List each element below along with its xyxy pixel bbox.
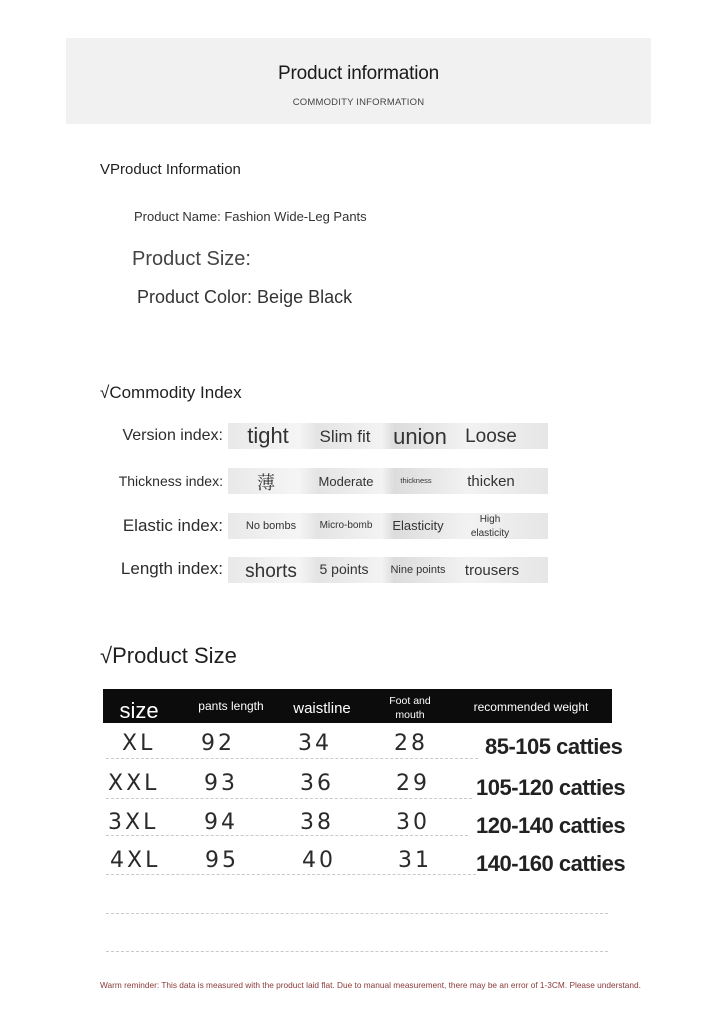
row-divider: [106, 951, 608, 952]
size-table-header: [103, 689, 612, 723]
cell-weight: 140-160 catties: [476, 851, 626, 876]
index-option: thickness: [400, 476, 432, 485]
index-option: Loose: [465, 426, 517, 447]
commodity-index-title: √Commodity Index: [100, 383, 242, 402]
index-label: Length index:: [120, 559, 223, 578]
column-header-waist: waistline: [293, 700, 351, 717]
index-option: Micro-bomb: [319, 520, 373, 531]
product-info-title: VProduct Information: [100, 161, 241, 178]
cell-foot: 30: [396, 810, 430, 835]
column-header-weight: recommended weight: [473, 700, 589, 714]
cell-length: 93: [204, 771, 238, 796]
column-header-size: size: [119, 698, 159, 723]
cell-size: 3XL: [108, 810, 159, 835]
cell-foot: 28: [394, 731, 428, 756]
row-divider: [106, 913, 608, 914]
index-option: Nine points: [390, 564, 446, 576]
index-option: 薄: [257, 473, 275, 494]
index-option: Slim fit: [319, 427, 371, 446]
index-option: shorts: [245, 561, 297, 582]
page-title: Product information: [278, 63, 439, 84]
product-size-title: √Product Size: [100, 643, 237, 668]
header-banner: [66, 38, 651, 124]
index-option: tight: [247, 423, 289, 448]
cell-size: 4XL: [110, 848, 161, 873]
cell-weight: 85-105 catties: [485, 734, 623, 759]
row-divider: [106, 835, 468, 836]
cell-length: 92: [201, 731, 235, 756]
index-bar: [228, 513, 548, 539]
index-bar: [228, 423, 548, 449]
cell-weight: 120-140 catties: [476, 813, 626, 838]
column-header-foot: Foot and mouth: [389, 695, 431, 721]
row-divider: [106, 798, 472, 799]
product-color-line: Product Color: Beige Black: [137, 287, 353, 307]
row-divider: [106, 758, 478, 759]
cell-waist: 34: [298, 731, 332, 756]
index-bar: [228, 557, 548, 583]
index-label: Version index:: [122, 427, 223, 444]
page-subtitle: COMMODITY INFORMATION: [292, 97, 425, 108]
warm-reminder-note: Warm reminder: This data is measured with the product laid flat. Due to manual measurement, there may be an error of 1-3CM. Please understand.: [100, 980, 641, 990]
product-name-line: Product Name: Fashion Wide-Leg Pants: [134, 209, 367, 224]
cell-length: 94: [204, 810, 238, 835]
index-bar: [228, 468, 548, 494]
index-option: High elasticity: [470, 514, 510, 539]
index-option: union: [393, 424, 447, 449]
cell-weight: 105-120 catties: [476, 775, 626, 800]
cell-waist: 36: [300, 771, 334, 796]
index-label: Elastic index:: [122, 516, 223, 535]
cell-size: XXL: [108, 771, 160, 796]
index-label: Thickness index:: [118, 473, 223, 489]
row-divider: [106, 874, 476, 875]
cell-waist: 38: [300, 810, 334, 835]
index-option: 5 points: [319, 561, 369, 577]
cell-length: 95: [205, 848, 239, 873]
product-size-line: Product Size:: [132, 248, 251, 270]
index-option: Moderate: [318, 474, 374, 489]
index-option: No bombs: [245, 520, 297, 532]
cell-foot: 31: [398, 848, 432, 873]
cell-waist: 40: [302, 848, 336, 873]
index-option: Elasticity: [392, 518, 444, 533]
column-header-length: pants length: [198, 699, 264, 713]
cell-foot: 29: [396, 771, 430, 796]
index-option: thicken: [467, 473, 515, 490]
index-option: trousers: [464, 562, 520, 579]
cell-size: XL: [122, 731, 156, 756]
